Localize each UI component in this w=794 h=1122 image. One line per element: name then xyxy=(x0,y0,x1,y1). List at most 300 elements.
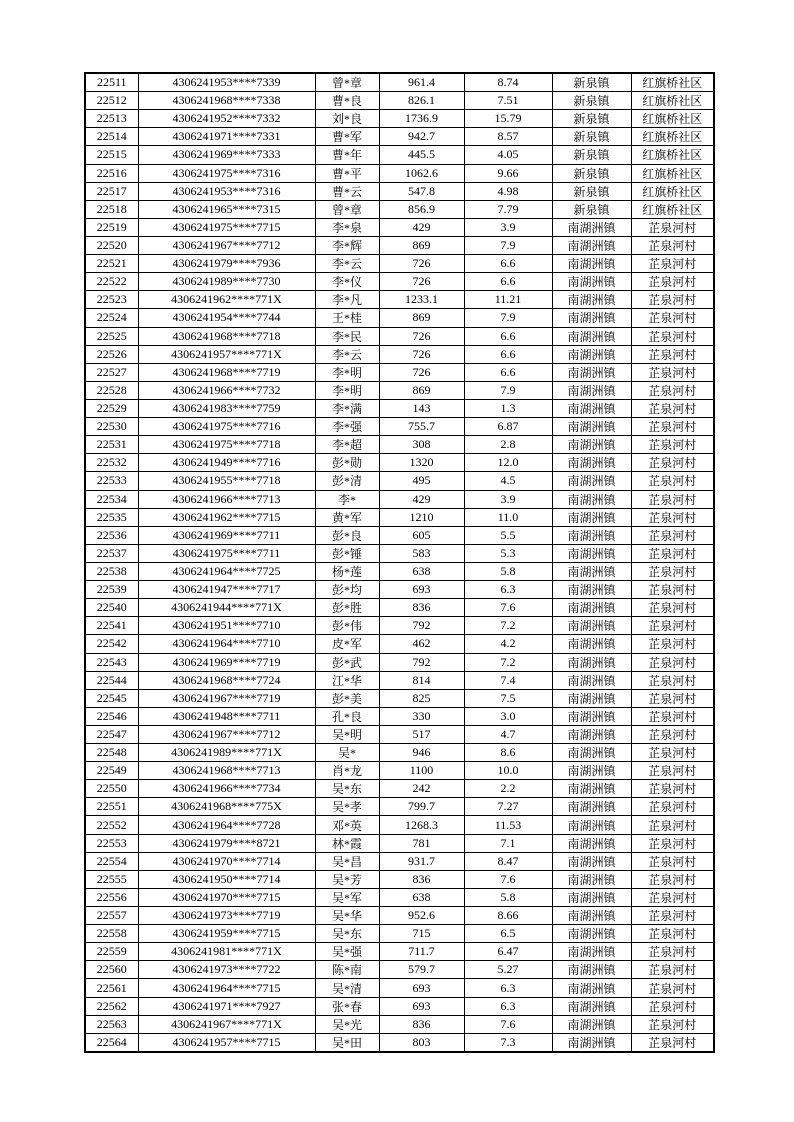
id-number-cell: 4306241975****7711 xyxy=(138,544,315,562)
town-cell: 南湖洲镇 xyxy=(552,671,631,689)
table-row xyxy=(85,309,714,327)
amount-cell: 803 xyxy=(379,1033,464,1052)
serial-cell: 22523 xyxy=(85,291,138,309)
table-row xyxy=(85,544,714,562)
name-cell: 李*明 xyxy=(315,363,379,381)
amount-cell: 942.7 xyxy=(379,128,464,146)
id-number-cell: 4306241964****7728 xyxy=(138,816,315,834)
amount-cell: 961.4 xyxy=(379,73,464,92)
id-number-cell: 4306241964****7715 xyxy=(138,979,315,997)
percent-cell: 7.5 xyxy=(464,689,552,707)
town-cell: 南湖洲镇 xyxy=(552,454,631,472)
percent-cell: 7.6 xyxy=(464,870,552,888)
village-cell: 芷泉河村 xyxy=(631,218,714,236)
serial-cell: 22562 xyxy=(85,997,138,1015)
amount-cell: 693 xyxy=(379,997,464,1015)
table-row xyxy=(85,798,714,816)
serial-cell: 22514 xyxy=(85,128,138,146)
amount-cell: 781 xyxy=(379,834,464,852)
id-number-cell: 4306241954****7744 xyxy=(138,309,315,327)
town-cell: 南湖洲镇 xyxy=(552,436,631,454)
id-number-cell: 4306241968****7713 xyxy=(138,762,315,780)
serial-cell: 22539 xyxy=(85,581,138,599)
village-cell: 芷泉河村 xyxy=(631,1015,714,1033)
table-row xyxy=(85,834,714,852)
town-cell: 南湖洲镇 xyxy=(552,943,631,961)
percent-cell: 10.0 xyxy=(464,762,552,780)
name-cell: 张*春 xyxy=(315,997,379,1015)
name-cell: 彭*清 xyxy=(315,472,379,490)
id-number-cell: 4306241973****7722 xyxy=(138,961,315,979)
name-cell: 曹*良 xyxy=(315,92,379,110)
id-number-cell: 4306241950****7714 xyxy=(138,870,315,888)
town-cell: 南湖洲镇 xyxy=(552,526,631,544)
amount-cell: 952.6 xyxy=(379,907,464,925)
village-cell: 芷泉河村 xyxy=(631,744,714,762)
amount-cell: 693 xyxy=(379,979,464,997)
village-cell: 芷泉河村 xyxy=(631,1033,714,1052)
name-cell: 江*华 xyxy=(315,671,379,689)
id-number-cell: 4306241975****7715 xyxy=(138,218,315,236)
id-number-cell: 4306241966****7713 xyxy=(138,490,315,508)
table-row xyxy=(85,870,714,888)
records-body xyxy=(85,73,714,1052)
serial-cell: 22551 xyxy=(85,798,138,816)
name-cell: 彭*锤 xyxy=(315,544,379,562)
village-cell: 芷泉河村 xyxy=(631,526,714,544)
id-number-cell: 4306241948****7711 xyxy=(138,707,315,725)
town-cell: 南湖洲镇 xyxy=(552,744,631,762)
id-number-cell: 4306241962****771X xyxy=(138,291,315,309)
village-cell: 红旗桥社区 xyxy=(631,110,714,128)
percent-cell: 6.3 xyxy=(464,997,552,1015)
id-number-cell: 4306241968****7718 xyxy=(138,327,315,345)
serial-cell: 22563 xyxy=(85,1015,138,1033)
village-cell: 红旗桥社区 xyxy=(631,92,714,110)
amount-cell: 638 xyxy=(379,888,464,906)
percent-cell: 7.27 xyxy=(464,798,552,816)
serial-cell: 22517 xyxy=(85,182,138,200)
name-cell: 李*明 xyxy=(315,381,379,399)
table-row xyxy=(85,490,714,508)
id-number-cell: 4306241971****7331 xyxy=(138,128,315,146)
table-row xyxy=(85,816,714,834)
village-cell: 芷泉河村 xyxy=(631,780,714,798)
village-cell: 芷泉河村 xyxy=(631,979,714,997)
serial-cell: 22530 xyxy=(85,418,138,436)
name-cell: 邓*英 xyxy=(315,816,379,834)
serial-cell: 22558 xyxy=(85,925,138,943)
serial-cell: 22560 xyxy=(85,961,138,979)
town-cell: 南湖洲镇 xyxy=(552,508,631,526)
name-cell: 吴*东 xyxy=(315,925,379,943)
id-number-cell: 4306241975****7316 xyxy=(138,164,315,182)
name-cell: 李*民 xyxy=(315,327,379,345)
town-cell: 南湖洲镇 xyxy=(552,979,631,997)
amount-cell: 1320 xyxy=(379,454,464,472)
name-cell: 彭*武 xyxy=(315,653,379,671)
town-cell: 南湖洲镇 xyxy=(552,870,631,888)
amount-cell: 638 xyxy=(379,562,464,580)
id-number-cell: 4306241959****7715 xyxy=(138,925,315,943)
town-cell: 南湖洲镇 xyxy=(552,780,631,798)
serial-cell: 22543 xyxy=(85,653,138,671)
village-cell: 芷泉河村 xyxy=(631,816,714,834)
village-cell: 芷泉河村 xyxy=(631,870,714,888)
name-cell: 刘*良 xyxy=(315,110,379,128)
name-cell: 李*泉 xyxy=(315,218,379,236)
town-cell: 南湖洲镇 xyxy=(552,798,631,816)
amount-cell: 1100 xyxy=(379,762,464,780)
town-cell: 南湖洲镇 xyxy=(552,363,631,381)
amount-cell: 429 xyxy=(379,490,464,508)
id-number-cell: 4306241975****7718 xyxy=(138,436,315,454)
id-number-cell: 4306241973****7719 xyxy=(138,907,315,925)
village-cell: 芷泉河村 xyxy=(631,454,714,472)
id-number-cell: 4306241967****771X xyxy=(138,1015,315,1033)
serial-cell: 22535 xyxy=(85,508,138,526)
percent-cell: 6.3 xyxy=(464,979,552,997)
amount-cell: 825 xyxy=(379,689,464,707)
village-cell: 芷泉河村 xyxy=(631,291,714,309)
table-row xyxy=(85,110,714,128)
town-cell: 南湖洲镇 xyxy=(552,725,631,743)
table-row xyxy=(85,744,714,762)
name-cell: 李*满 xyxy=(315,399,379,417)
amount-cell: 856.9 xyxy=(379,200,464,218)
table-row xyxy=(85,526,714,544)
table-row xyxy=(85,218,714,236)
village-cell: 芷泉河村 xyxy=(631,472,714,490)
town-cell: 南湖洲镇 xyxy=(552,599,631,617)
id-number-cell: 4306241969****7333 xyxy=(138,146,315,164)
name-cell: 吴*明 xyxy=(315,725,379,743)
id-number-cell: 4306241967****7712 xyxy=(138,725,315,743)
village-cell: 芷泉河村 xyxy=(631,907,714,925)
town-cell: 南湖洲镇 xyxy=(552,925,631,943)
table-row xyxy=(85,508,714,526)
id-number-cell: 4306241968****775X xyxy=(138,798,315,816)
table-row xyxy=(85,961,714,979)
amount-cell: 462 xyxy=(379,635,464,653)
id-number-cell: 4306241964****7725 xyxy=(138,562,315,580)
percent-cell: 8.66 xyxy=(464,907,552,925)
town-cell: 新泉镇 xyxy=(552,110,631,128)
id-number-cell: 4306241953****7339 xyxy=(138,73,315,92)
percent-cell: 6.3 xyxy=(464,581,552,599)
name-cell: 吴*军 xyxy=(315,888,379,906)
id-number-cell: 4306241957****7715 xyxy=(138,1033,315,1052)
percent-cell: 7.6 xyxy=(464,599,552,617)
name-cell: 吴*强 xyxy=(315,943,379,961)
village-cell: 芷泉河村 xyxy=(631,671,714,689)
name-cell: 彭*勋 xyxy=(315,454,379,472)
name-cell: 吴*孝 xyxy=(315,798,379,816)
name-cell: 曾*章 xyxy=(315,200,379,218)
amount-cell: 836 xyxy=(379,599,464,617)
village-cell: 芷泉河村 xyxy=(631,762,714,780)
amount-cell: 814 xyxy=(379,671,464,689)
table-row xyxy=(85,128,714,146)
id-number-cell: 4306241949****7716 xyxy=(138,454,315,472)
percent-cell: 8.74 xyxy=(464,73,552,92)
percent-cell: 8.57 xyxy=(464,128,552,146)
serial-cell: 22561 xyxy=(85,979,138,997)
table-row xyxy=(85,182,714,200)
serial-cell: 22524 xyxy=(85,309,138,327)
table-row xyxy=(85,780,714,798)
id-number-cell: 4306241966****7734 xyxy=(138,780,315,798)
name-cell: 曹*云 xyxy=(315,182,379,200)
amount-cell: 726 xyxy=(379,345,464,363)
serial-cell: 22526 xyxy=(85,345,138,363)
name-cell: 李* xyxy=(315,490,379,508)
table-row xyxy=(85,635,714,653)
table-row xyxy=(85,707,714,725)
percent-cell: 5.5 xyxy=(464,526,552,544)
town-cell: 新泉镇 xyxy=(552,73,631,92)
village-cell: 芷泉河村 xyxy=(631,888,714,906)
amount-cell: 1268.3 xyxy=(379,816,464,834)
serial-cell: 22512 xyxy=(85,92,138,110)
serial-cell: 22519 xyxy=(85,218,138,236)
town-cell: 南湖洲镇 xyxy=(552,816,631,834)
percent-cell: 9.66 xyxy=(464,164,552,182)
amount-cell: 931.7 xyxy=(379,852,464,870)
percent-cell: 4.98 xyxy=(464,182,552,200)
amount-cell: 726 xyxy=(379,327,464,345)
town-cell: 南湖洲镇 xyxy=(552,581,631,599)
village-cell: 芷泉河村 xyxy=(631,707,714,725)
id-number-cell: 4306241975****7716 xyxy=(138,418,315,436)
percent-cell: 15.79 xyxy=(464,110,552,128)
amount-cell: 836 xyxy=(379,1015,464,1033)
town-cell: 南湖洲镇 xyxy=(552,907,631,925)
amount-cell: 946 xyxy=(379,744,464,762)
table-row xyxy=(85,907,714,925)
village-cell: 芷泉河村 xyxy=(631,436,714,454)
town-cell: 南湖洲镇 xyxy=(552,653,631,671)
serial-cell: 22544 xyxy=(85,671,138,689)
percent-cell: 3.0 xyxy=(464,707,552,725)
serial-cell: 22542 xyxy=(85,635,138,653)
village-cell: 芷泉河村 xyxy=(631,997,714,1015)
id-number-cell: 4306241971****7927 xyxy=(138,997,315,1015)
town-cell: 南湖洲镇 xyxy=(552,852,631,870)
table-row xyxy=(85,888,714,906)
percent-cell: 7.3 xyxy=(464,1033,552,1052)
percent-cell: 7.79 xyxy=(464,200,552,218)
serial-cell: 22533 xyxy=(85,472,138,490)
serial-cell: 22557 xyxy=(85,907,138,925)
town-cell: 南湖洲镇 xyxy=(552,762,631,780)
amount-cell: 792 xyxy=(379,617,464,635)
id-number-cell: 4306241965****7315 xyxy=(138,200,315,218)
percent-cell: 6.6 xyxy=(464,363,552,381)
village-cell: 芷泉河村 xyxy=(631,925,714,943)
id-number-cell: 4306241983****7759 xyxy=(138,399,315,417)
serial-cell: 22559 xyxy=(85,943,138,961)
serial-cell: 22516 xyxy=(85,164,138,182)
table-row xyxy=(85,73,714,92)
name-cell: 彭*美 xyxy=(315,689,379,707)
town-cell: 南湖洲镇 xyxy=(552,635,631,653)
table-row xyxy=(85,291,714,309)
serial-cell: 22555 xyxy=(85,870,138,888)
table-row xyxy=(85,255,714,273)
table-row xyxy=(85,725,714,743)
village-cell: 红旗桥社区 xyxy=(631,182,714,200)
village-cell: 芷泉河村 xyxy=(631,798,714,816)
village-cell: 芷泉河村 xyxy=(631,961,714,979)
table-row xyxy=(85,236,714,254)
percent-cell: 6.6 xyxy=(464,327,552,345)
serial-cell: 22522 xyxy=(85,273,138,291)
table-row xyxy=(85,581,714,599)
name-cell: 吴*昌 xyxy=(315,852,379,870)
amount-cell: 726 xyxy=(379,363,464,381)
name-cell: 曾*章 xyxy=(315,73,379,92)
town-cell: 南湖洲镇 xyxy=(552,490,631,508)
serial-cell: 22548 xyxy=(85,744,138,762)
percent-cell: 5.3 xyxy=(464,544,552,562)
town-cell: 新泉镇 xyxy=(552,182,631,200)
serial-cell: 22546 xyxy=(85,707,138,725)
table-row xyxy=(85,762,714,780)
name-cell: 吴*东 xyxy=(315,780,379,798)
village-cell: 芷泉河村 xyxy=(631,852,714,870)
town-cell: 南湖洲镇 xyxy=(552,997,631,1015)
town-cell: 新泉镇 xyxy=(552,164,631,182)
village-cell: 芷泉河村 xyxy=(631,399,714,417)
id-number-cell: 4306241955****7718 xyxy=(138,472,315,490)
serial-cell: 22518 xyxy=(85,200,138,218)
name-cell: 李*云 xyxy=(315,255,379,273)
percent-cell: 11.0 xyxy=(464,508,552,526)
percent-cell: 6.6 xyxy=(464,345,552,363)
serial-cell: 22538 xyxy=(85,562,138,580)
amount-cell: 330 xyxy=(379,707,464,725)
serial-cell: 22552 xyxy=(85,816,138,834)
id-number-cell: 4306241970****7715 xyxy=(138,888,315,906)
name-cell: 彭*良 xyxy=(315,526,379,544)
table-row xyxy=(85,327,714,345)
name-cell: 吴*田 xyxy=(315,1033,379,1052)
serial-cell: 22537 xyxy=(85,544,138,562)
table-row xyxy=(85,852,714,870)
town-cell: 南湖洲镇 xyxy=(552,327,631,345)
village-cell: 芷泉河村 xyxy=(631,418,714,436)
town-cell: 新泉镇 xyxy=(552,128,631,146)
serial-cell: 22536 xyxy=(85,526,138,544)
percent-cell: 7.2 xyxy=(464,653,552,671)
town-cell: 南湖洲镇 xyxy=(552,1033,631,1052)
table-row xyxy=(85,617,714,635)
serial-cell: 22515 xyxy=(85,146,138,164)
id-number-cell: 4306241947****7717 xyxy=(138,581,315,599)
id-number-cell: 4306241969****7711 xyxy=(138,526,315,544)
amount-cell: 308 xyxy=(379,436,464,454)
percent-cell: 1.3 xyxy=(464,399,552,417)
town-cell: 南湖洲镇 xyxy=(552,834,631,852)
name-cell: 吴* xyxy=(315,744,379,762)
serial-cell: 22564 xyxy=(85,1033,138,1052)
percent-cell: 4.2 xyxy=(464,635,552,653)
table-row xyxy=(85,454,714,472)
town-cell: 南湖洲镇 xyxy=(552,961,631,979)
town-cell: 南湖洲镇 xyxy=(552,381,631,399)
table-row xyxy=(85,671,714,689)
table-row xyxy=(85,925,714,943)
village-cell: 芷泉河村 xyxy=(631,653,714,671)
percent-cell: 7.51 xyxy=(464,92,552,110)
amount-cell: 711.7 xyxy=(379,943,464,961)
amount-cell: 445.5 xyxy=(379,146,464,164)
id-number-cell: 4306241966****7732 xyxy=(138,381,315,399)
table-row xyxy=(85,92,714,110)
amount-cell: 726 xyxy=(379,273,464,291)
name-cell: 杨*莲 xyxy=(315,562,379,580)
village-cell: 芷泉河村 xyxy=(631,689,714,707)
amount-cell: 143 xyxy=(379,399,464,417)
id-number-cell: 4306241968****7724 xyxy=(138,671,315,689)
town-cell: 南湖洲镇 xyxy=(552,345,631,363)
table-row xyxy=(85,418,714,436)
table-row xyxy=(85,164,714,182)
table-row xyxy=(85,200,714,218)
percent-cell: 3.9 xyxy=(464,218,552,236)
name-cell: 曹*军 xyxy=(315,128,379,146)
table-row xyxy=(85,363,714,381)
town-cell: 南湖洲镇 xyxy=(552,888,631,906)
town-cell: 南湖洲镇 xyxy=(552,399,631,417)
id-number-cell: 4306241968****7338 xyxy=(138,92,315,110)
serial-cell: 22511 xyxy=(85,73,138,92)
id-number-cell: 4306241967****7719 xyxy=(138,689,315,707)
name-cell: 彭*胜 xyxy=(315,599,379,617)
id-number-cell: 4306241957****771X xyxy=(138,345,315,363)
amount-cell: 826.1 xyxy=(379,92,464,110)
town-cell: 南湖洲镇 xyxy=(552,562,631,580)
town-cell: 新泉镇 xyxy=(552,200,631,218)
serial-cell: 22550 xyxy=(85,780,138,798)
amount-cell: 869 xyxy=(379,381,464,399)
table-row xyxy=(85,399,714,417)
village-cell: 芷泉河村 xyxy=(631,309,714,327)
village-cell: 芷泉河村 xyxy=(631,581,714,599)
percent-cell: 4.5 xyxy=(464,472,552,490)
village-cell: 芷泉河村 xyxy=(631,381,714,399)
amount-cell: 495 xyxy=(379,472,464,490)
town-cell: 南湖洲镇 xyxy=(552,309,631,327)
table-row xyxy=(85,1015,714,1033)
town-cell: 南湖洲镇 xyxy=(552,236,631,254)
percent-cell: 2.8 xyxy=(464,436,552,454)
table-row xyxy=(85,345,714,363)
name-cell: 李*云 xyxy=(315,345,379,363)
id-number-cell: 4306241989****771X xyxy=(138,744,315,762)
name-cell: 孔*良 xyxy=(315,707,379,725)
percent-cell: 7.1 xyxy=(464,834,552,852)
table-row xyxy=(85,979,714,997)
village-cell: 芷泉河村 xyxy=(631,363,714,381)
id-number-cell: 4306241969****7719 xyxy=(138,653,315,671)
name-cell: 李*超 xyxy=(315,436,379,454)
name-cell: 肖*龙 xyxy=(315,762,379,780)
amount-cell: 836 xyxy=(379,870,464,888)
amount-cell: 1062.6 xyxy=(379,164,464,182)
name-cell: 曹*平 xyxy=(315,164,379,182)
